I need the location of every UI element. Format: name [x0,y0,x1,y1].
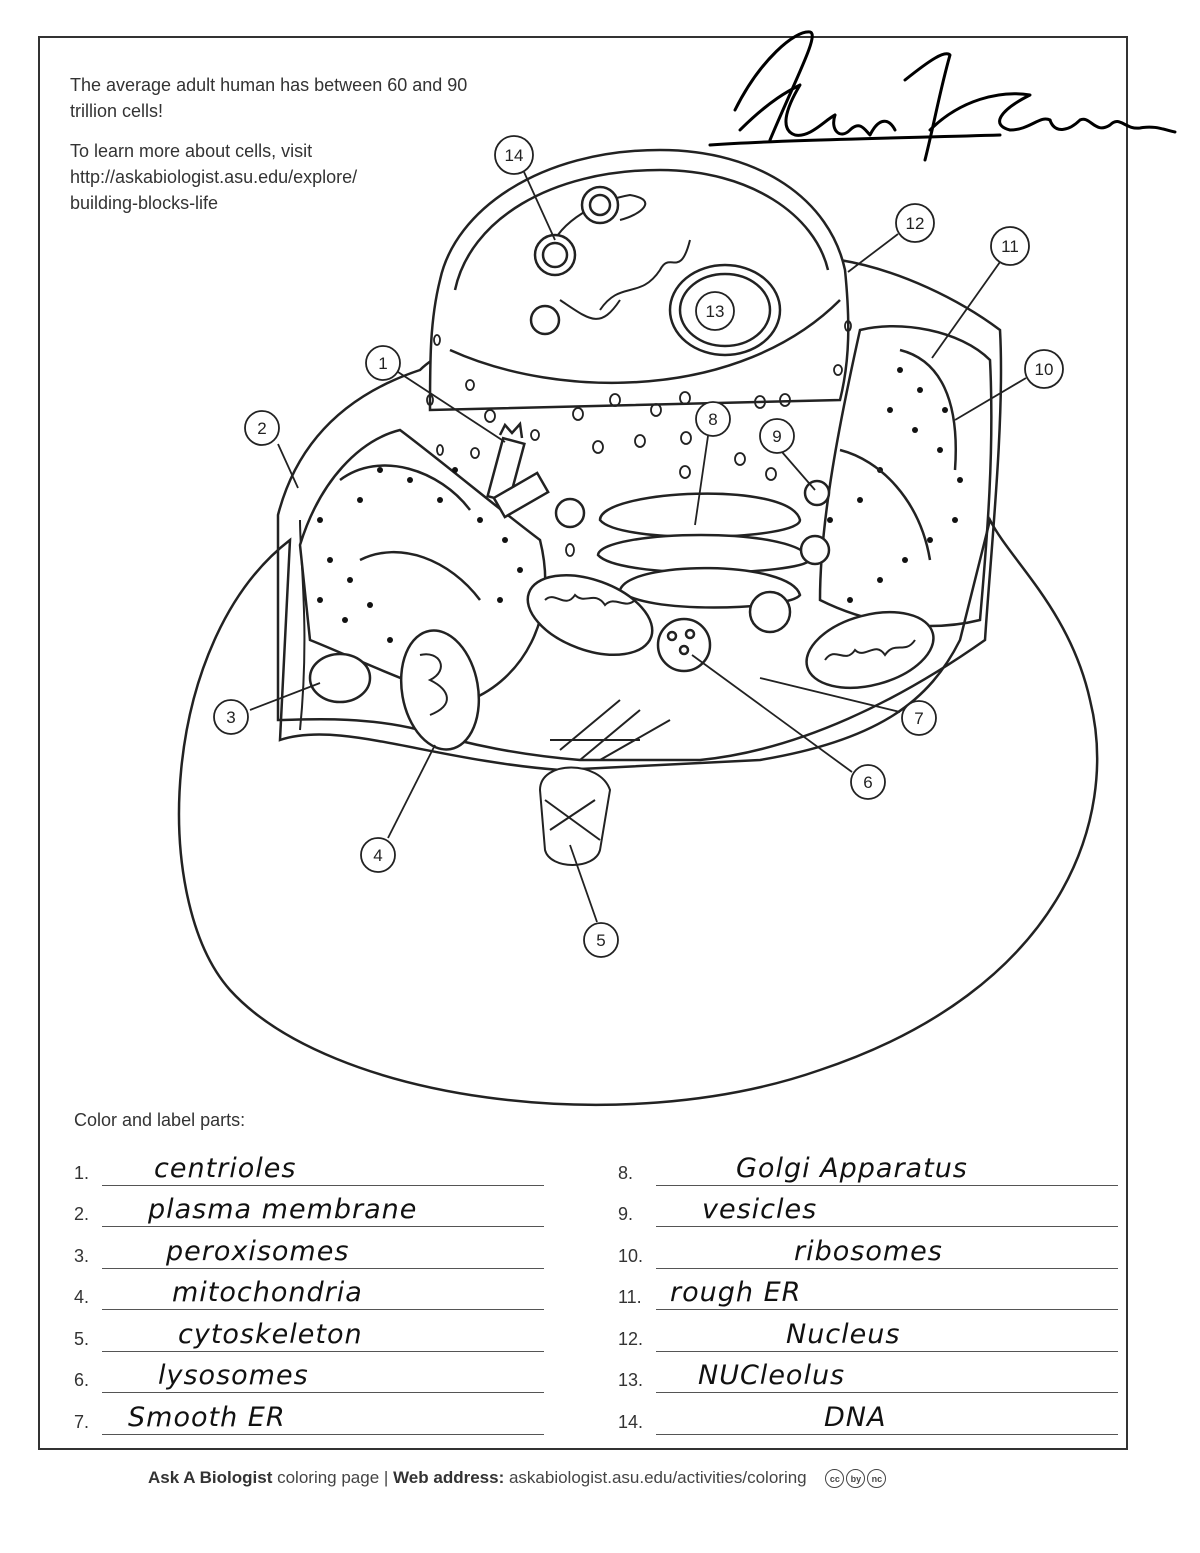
answer-9[interactable]: vesicles [702,1194,818,1225]
svg-text:4: 4 [373,846,383,865]
answers-left-column [74,1146,544,1437]
answer-3[interactable]: peroxisomes [166,1235,350,1267]
answer-8[interactable]: Golgi Apparatus [736,1152,968,1184]
answer-row: 13. NUCleolus [618,1354,1088,1396]
callout-4 [361,838,395,872]
callout-13 [696,292,734,330]
callout-8 [696,402,730,436]
answer-row: 2. plasma membrane [74,1188,544,1230]
answer-row: 14. DNA [618,1395,1088,1437]
answer-6[interactable]: lysosomes [158,1360,309,1391]
answer-row: 4. mitochondria [74,1271,544,1313]
svg-text:12: 12 [905,214,925,233]
svg-text:9: 9 [772,427,782,446]
mitochondrion-3 [798,599,942,700]
callout-5 [584,923,618,957]
peroxisome [310,654,370,702]
answer-row: 1. centrioles [74,1146,544,1188]
answer-2[interactable]: plasma membrane [148,1194,418,1225]
callout-12 [896,204,934,242]
noncommercial-icon: nc [867,1469,886,1488]
parts-title: Color and label parts: [74,1110,246,1130]
callout-9 [760,419,794,453]
svg-text:1: 1 [378,354,388,373]
callout-14 [495,136,533,174]
attribution-icon: by [846,1469,865,1488]
svg-text:13: 13 [705,302,725,321]
answer-4[interactable]: mitochondria [172,1277,363,1308]
learn-more-url-2: building-blocks-life [70,193,219,213]
footer-web-label: Web address: [393,1468,505,1487]
answer-11[interactable]: rough ER [670,1277,802,1308]
answer-row: 9. vesicles [618,1188,1088,1230]
footer-web-url[interactable]: askabiologist.asu.edu/activities/coloring [504,1468,807,1487]
svg-text:14: 14 [504,146,524,165]
svg-text:8: 8 [708,410,718,429]
svg-text:11: 11 [1001,237,1019,256]
answer-row: 7. Smooth ER [74,1395,544,1437]
callout-10 [1025,350,1063,388]
callout-1 [366,346,400,380]
callout-6 [851,765,885,799]
answer-5[interactable]: cytoskeleton [178,1318,363,1350]
answer-7[interactable]: Smooth ER [128,1401,286,1433]
answer-row: 10. ribosomes [618,1229,1088,1271]
svg-text:3: 3 [226,708,236,727]
callout-3 [214,700,248,734]
svg-text:10: 10 [1034,360,1054,379]
answer-row: 11. rough ER [618,1271,1088,1313]
answer-10[interactable]: ribosomes [794,1235,943,1267]
answer-13[interactable]: NUCleolus [698,1360,846,1391]
nucleus [430,150,848,410]
answer-row: 6. lysosomes [74,1354,544,1396]
callout-11 [991,227,1029,265]
answers-right-column [618,1146,1088,1437]
cytoskeleton [540,700,670,865]
svg-text:2: 2 [257,419,267,438]
answer-row: 8. Golgi Apparatus [618,1146,1088,1188]
learn-more-url-1: http://askabiologist.asu.edu/explore/ [70,167,358,187]
footer-brand: Ask A Biologist [148,1468,273,1487]
creative-commons-icons [825,1469,886,1488]
answer-row: 12. Nucleus [618,1312,1088,1354]
answer-14[interactable]: DNA [824,1401,887,1433]
vesicle [805,481,829,505]
svg-text:5: 5 [596,931,606,950]
callout-7 [902,701,936,735]
answer-12[interactable]: Nucleus [786,1318,901,1350]
svg-text:7: 7 [914,709,924,728]
footer: Ask A Biologist coloring page | Web address: askabiologist.asu.edu/activities/coloring cc by nc [148,1468,886,1488]
answer-1[interactable]: centrioles [154,1152,297,1184]
svg-text:6: 6 [863,773,873,792]
cc-icon: cc [825,1469,844,1488]
answer-row: 3. peroxisomes [74,1229,544,1271]
cell-count-fact: The average adult human has between 60 and 90 trillion cells! [70,75,468,121]
answer-row: 5. cytoskeleton [74,1312,544,1354]
golgi-apparatus [598,494,810,608]
learn-more: To learn more about cells, visit http://askabiologist.asu.edu/explore/ building-blocks-life [70,141,358,213]
callout-2 [245,411,279,445]
